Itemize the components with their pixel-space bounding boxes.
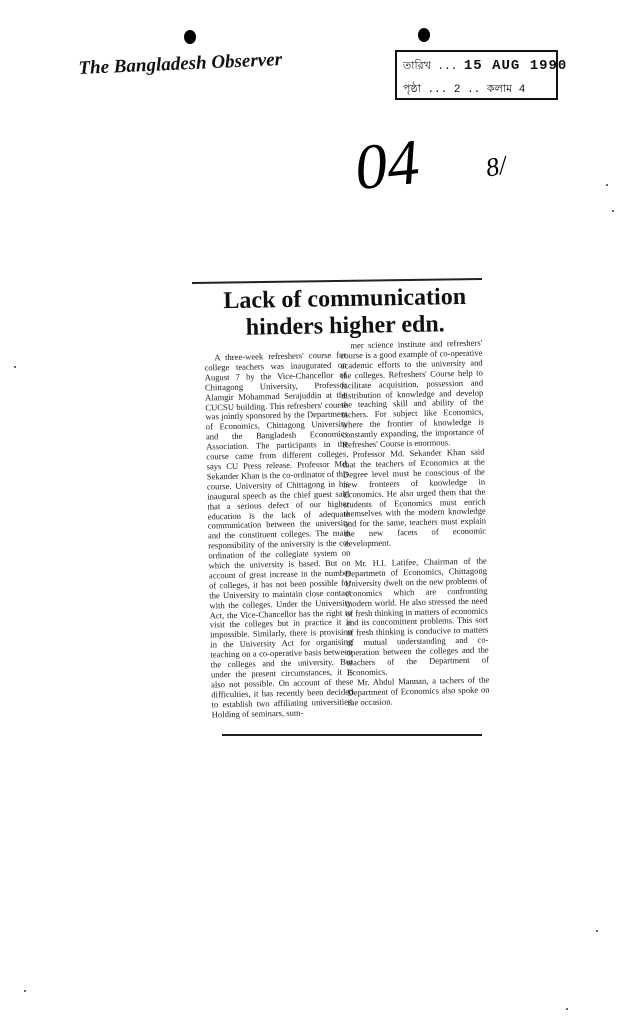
- headline-line-1: Lack of communication: [223, 283, 467, 315]
- stamp-page: 2: [453, 84, 461, 96]
- clipping-top-rule: [192, 278, 482, 284]
- date-stamp: তারিখ ... 15 AUG 1990 পৃষ্ঠা ... 2 .. কলাম 4: [395, 50, 558, 100]
- scan-speck: [612, 210, 614, 212]
- stamp-date-label: তারিখ: [403, 61, 431, 73]
- punch-hole-top: [184, 30, 196, 44]
- article-paragraph: Professor Md. Sekander Khan said that the teachers of Economics at the Degree level must be conscious of the new fronteers of knowledge in Economics. He also urged them that the students of Economics must enrich themselves with the modern knowledge and for the same, teachers must explain the new facets of economic development.: [342, 446, 487, 549]
- newspaper-masthead: The Bangladesh Observer: [78, 49, 283, 79]
- stamp-column: 4: [518, 84, 526, 96]
- stamp-page-label: পৃষ্ঠা: [403, 84, 421, 96]
- scan-speck: [24, 990, 26, 992]
- scan-speck: [606, 184, 608, 186]
- scan-speck: [566, 1008, 568, 1010]
- article-paragraph: Mr. Abdul Mannan, a tachers of the Department of Economics also spoke on the occasion.: [347, 674, 490, 708]
- article-paragraph: mer science institute and refreshers' course is a good example of co-operative academic efforts to the university and the colleges. Refreshers' Course help to facilitate acquisition, possession and distribution of knowledge and develop the teaching skill and ability of the tachers. For subject like Economics, where the frontier of knowledge is constantly expanding, the importance of Refreshes' Course is enormous.: [340, 337, 485, 450]
- clipping-bottom-rule: [222, 734, 482, 736]
- scan-speck: [596, 930, 598, 932]
- handwritten-mark: 8/: [483, 150, 509, 183]
- article-paragraph: A three-week refreshers' course for college teachers was inaugurated on August 7 by the Vice-Chancellor of Chittagong University, Professor Alamgir Mohammad Serajuddin at the CUCSU building. This refreshers' course was jointly sponsored by the Department of Economics, Chittagong University and the Bangladesh Economics Association. The participants in the course came from different colleges, says CU Press release. Professor Md. Sekander Khan is the co-ordinator of this course. University of Chittagong in his inaugural speech as the chief guest said that a serious defect of our higher education is the lack of adequate communication between the university and the constituent colleges. The main responsibility of the university is the co-ordination of the collegiate system on which the university is based. But on account of great increase in the number of colleges, it has not been possible for the University to maintain close contact with the colleges. Under the University Act, the Vice-Chancellor has the right to visit the colleges but in practice it is impossible. Similarly, there is provision in the University Act for organising teaching on a co-operative basis between the colleges and the university. But under the present circumstances, it is also not possible. On account of these difficulties, it has recently been decided to establish two affiliating universities. Holding of seminars, sum-: [204, 349, 354, 720]
- stamp-column-label: কলাম: [486, 84, 513, 96]
- headline-line-2: hinders higher edn.: [245, 311, 445, 341]
- article-paragraph: Mr. H.I. Latifee, Chairman of the Departmetn of Economics, Chittagong University dwelt on the new problems of economics which are confronting modern world. He also stressed the need of fresh thinking in matters of economics and its concomittent problems. This sort of fresh thinking is conducive to matters of mutual understanding and co-operation between the colleges and the teachers of the Department of Economics.: [344, 555, 489, 678]
- stamp-date: 15 AUG 1990: [463, 58, 568, 74]
- scan-speck: [14, 366, 16, 368]
- article-column-2: [340, 339, 490, 709]
- article-column-1: [204, 351, 354, 720]
- newspaper-clipping: [192, 272, 490, 742]
- article-headline: [200, 283, 491, 342]
- handwritten-number: 04: [351, 125, 423, 204]
- punch-hole-right: [418, 28, 430, 42]
